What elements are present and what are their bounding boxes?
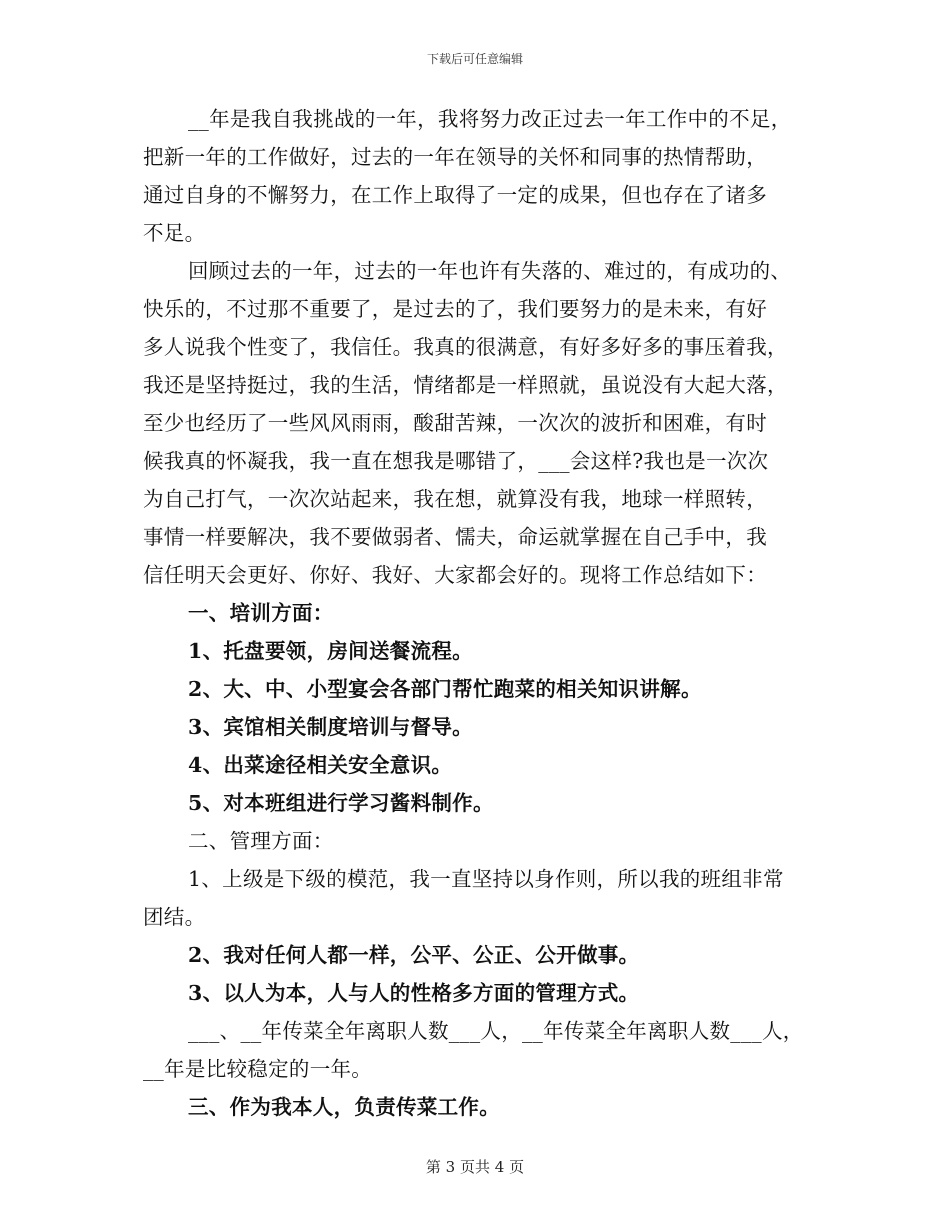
- page-header: 下载后可任意编辑: [426, 52, 523, 66]
- paragraph-line: 把新一年的工作做好，过去的一年在领导的关怀和同事的热情帮助，: [143, 145, 767, 169]
- page-footer: 第 3 页共 4 页: [425, 1158, 525, 1176]
- management-item: 3、以人为本，人与人的性格多方面的管理方式。: [188, 981, 640, 1005]
- paragraph-line: 快乐的，不过那不重要了，是过去的了，我们要努力的是未来，有好: [143, 297, 767, 321]
- paragraph-line: 信任明天会更好、你好、我好、大家都会好的。现将工作总结如下：: [143, 563, 767, 587]
- paragraph-line: 事情一样要解决，我不要做弱者、懦夫，命运就掌握在自己手中，我: [143, 525, 767, 549]
- training-item: 3、宾馆相关制度培训与督导。: [188, 715, 473, 739]
- management-item: 2、我对任何人都一样，公平、公正、公开做事。: [188, 943, 640, 967]
- training-item: 5、对本班组进行学习酱料制作。: [188, 791, 494, 815]
- paragraph-line: 不足。: [143, 221, 206, 245]
- management-item: 团结。: [143, 905, 206, 929]
- section-heading-management: 二、管理方面：: [188, 829, 334, 853]
- training-item: 2、大、中、小型宴会各部门帮忙跑菜的相关知识讲解。: [188, 677, 702, 701]
- section-heading-self: 三、作为我本人，负责传菜工作。: [188, 1095, 500, 1119]
- paragraph-line: 通过自身的不懈努力，在工作上取得了一定的成果，但也存在了诸多: [143, 183, 767, 207]
- turnover-line: ___、__年传菜全年离职人数___人，__年传菜全年离职人数___人，: [188, 1019, 804, 1043]
- paragraph-line: 候我真的怀凝我，我一直在想我是哪错了，___会这样?我也是一次次: [143, 449, 769, 473]
- training-item: 1、托盘要领，房间送餐流程。: [188, 639, 473, 663]
- document-body: [143, 100, 815, 1126]
- paragraph-line: 回顾过去的一年，过去的一年也许有失落的、难过的，有成功的、: [188, 259, 792, 283]
- paragraph-line: 为自己打气，一次次站起来，我在想，就算没有我，地球一样照转，: [143, 487, 767, 511]
- section-heading-training: 一、培训方面：: [188, 601, 334, 625]
- paragraph-line: 多人说我个性变了，我信任。我真的很满意，有好多好多的事压着我，: [143, 335, 788, 359]
- paragraph-line: 我还是坚持挺过，我的生活，情绪都是一样照就，虽说没有大起大落，: [143, 373, 788, 397]
- paragraph-line: __年是我自我挑战的一年，我将努力改正过去一年工作中的不足，: [188, 107, 792, 131]
- management-item: 1、上级是下级的模范，我一直坚持以身作则，所以我的班组非常: [188, 867, 784, 891]
- training-item: 4、出菜途径相关安全意识。: [188, 753, 453, 777]
- turnover-line: __年是比较稳定的一年。: [143, 1057, 373, 1081]
- paragraph-line: 至少也经历了一些风风雨雨，酸甜苦辣，一次次的波折和困难，有时: [143, 411, 767, 435]
